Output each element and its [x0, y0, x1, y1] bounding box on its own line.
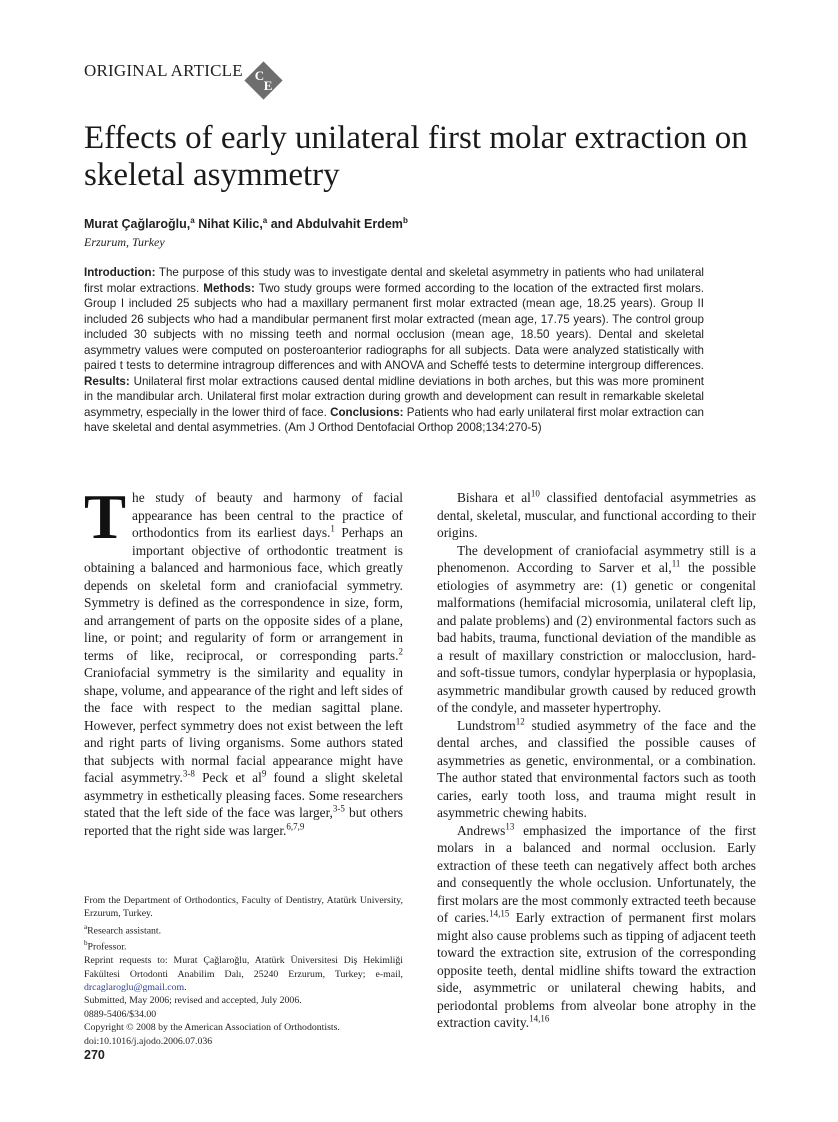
abstract-results-label: Results:	[84, 374, 130, 388]
body-paragraph	[84, 482, 403, 839]
body-paragraph	[437, 542, 756, 717]
abstract-conclusions-text: Patients who had early unilateral first molar extraction can have skeletal and dental asymmetries. (Am J Orthod Dentofacial Orthop 2008;134:270-5)	[84, 405, 704, 434]
body-paragraph	[437, 822, 756, 1032]
footnote-mark: b	[84, 939, 88, 948]
citation-ref[interactable]: 2	[398, 646, 403, 657]
footnote-copyright: Copyright © 2008 by the American Association of Orthodontists.	[84, 1022, 340, 1034]
page-number: 270	[84, 1048, 105, 1062]
paragraph-text: Perhaps an important objective of orthodontic treatment is obtaining a balanced and harmonious face, which greatly depends on skeletal form and craniofacial symmetry. Symmetry is defined as the correspondence in size, form, and arrangement of parts on the opposite sides of a plane, line, or point; and regularity of form or arrangement in terms of like, reciprocal, or corresponding parts.	[84, 525, 403, 663]
citation-ref[interactable]: 13	[505, 821, 515, 832]
citation-ref[interactable]: 11	[671, 558, 681, 569]
body-paragraph	[437, 489, 756, 542]
footnote-a	[84, 921, 403, 938]
citation-ref[interactable]: 14,15	[489, 908, 510, 919]
author-location: Erzurum, Turkey	[84, 235, 165, 249]
email-link[interactable]: drcaglaroglu@gmail.com	[84, 981, 185, 993]
article-title: Effects of early unilateral first molar extraction on skeletal asymmetry	[84, 120, 748, 193]
footnote-issn: 0889-5406/$34.00	[84, 1008, 157, 1020]
citation-ref[interactable]: 3-8	[182, 768, 195, 779]
footnote-reprint	[84, 954, 403, 994]
author-name: and Abdulvahit Erdem	[270, 217, 403, 232]
abstract	[84, 265, 704, 436]
abstract-intro-text: The purpose of this study was to investigate dental and skeletal asymmetry in patients who had unilateral first molar extractions.	[84, 266, 704, 295]
paragraph-text: he study of beauty and harmony of facial appearance has been central to the practice of orthodontics from its earliest days.	[132, 490, 403, 540]
ce-letter-c: C	[254, 68, 265, 83]
footnote-submitted: Submitted, May 2006; revised and accepted, July 2006.	[84, 995, 302, 1007]
ce-badge-icon	[245, 62, 283, 100]
abstract-conclusions-label: Conclusions:	[330, 405, 404, 419]
article-header	[84, 58, 283, 100]
citation-ref[interactable]: 3-5	[332, 803, 345, 814]
body-column-left	[84, 482, 403, 839]
footnotes	[84, 894, 403, 1048]
author-affiliation-mark: b	[402, 216, 408, 225]
paragraph-text: emphasized the importance of the first molars in a balanced and normal occlusion. Early extraction of these teeth can negatively affect both arches and consequently the whole occlusion. Unfortunately, the first molars are the most commonly extracted teeth because of caries.	[437, 822, 756, 925]
footnote-department: From the Department of Orthodontics, Faculty of Dentistry, Atatürk University, Erzurum, Turkey.	[84, 895, 403, 920]
drop-cap: T	[84, 482, 127, 552]
footnote-mark: a	[84, 922, 88, 931]
footnote-text: Professor.	[87, 941, 127, 953]
author-name: Nihat Kilic,	[198, 217, 263, 232]
abstract-results-text: Unilateral first molar extractions caused dental midline deviations in both arches, but this was more prominent in the mandibular arch. Unilateral first molar extraction during growth and development can result in remarkable skeletal asymmetry, especially in the lower third of face.	[84, 374, 704, 419]
paragraph-text: Peck et al	[194, 770, 262, 785]
citation-ref[interactable]: 12	[515, 716, 525, 727]
author-affiliation-mark: a	[262, 216, 268, 225]
author-name: Murat Çağlaroğlu,	[84, 217, 191, 232]
citation-ref[interactable]: 14,16	[529, 1013, 550, 1024]
footnote-b	[84, 937, 403, 954]
author-list	[84, 216, 408, 231]
body-column-right	[437, 489, 756, 1032]
footnote-text: .	[184, 981, 187, 993]
citation-ref[interactable]: 10	[530, 488, 540, 499]
paragraph-text: the possible etiologies of asymmetry are: (1) genetic or congenital malformations (hemifacial microsomia, unilateral cleft lip, and palate problems) and (2) environmental factors such as bad habits, trauma, functional deviation of the mandible as a result of maxillary constriction or malocclusion, hard- and soft-tissue tumors, condylar hyperplasia or hypoplasia, asymmetric mandibular growth caused by reduced growth of the condyle, and masseter hypertrophy.	[437, 560, 756, 715]
paragraph-text: Bishara et al	[457, 490, 531, 505]
footnote-doi: doi:10.1016/j.ajodo.2006.07.036	[84, 1035, 213, 1047]
paragraph-text: found a slight skeletal asymmetry in esthetically pleasing faces. Some researchers stated that the left side of the face was larger,	[84, 770, 403, 820]
paragraph-text: Craniofacial symmetry is the similarity and equality in shape, volume, and appearance of the right and left sides of the face with respect to the median sagittal plane. However, perfect symmetry does not exist between the left and right parts of living organisms. Some authors stated that subjects with normal facial appearance might have facial asymmetry.	[84, 665, 403, 785]
ce-letter-e: E	[263, 78, 273, 93]
paragraph-text: Andrews	[457, 822, 506, 838]
citation-ref[interactable]: 1	[330, 523, 335, 534]
paragraph-text: The development of craniofacial asymmetry still is a phenomenon. According to Sarver et al,	[437, 542, 756, 575]
body-paragraph	[437, 717, 756, 822]
abstract-methods-text: Two study groups were formed according to the location of the extracted first molars. Group I included 25 subjects who had a maxillary permanent first molar extracted (mean age, 18.25 years). Group II included 26 subjects who had a mandibular permanent first molar extracted (mean age, 17.75 years). The control group included 30 subjects with no missing teeth and normal occlusion (mean age, 18.50 years). Dental and skeletal asymmetry values were computed on posteroanterior radiographs for all subjects. Data were analyzed statistically with paired t tests to determine intragroup differences and with ANOVA and Scheffé tests to determine intergroup differences.	[84, 281, 704, 372]
paragraph-text: but others reported that the right side was larger.	[84, 805, 403, 838]
paragraph-text: classified dentofacial asymmetries as dental, skeletal, muscular, and functional according to their origins.	[437, 490, 756, 540]
paragraph-text: studied asymmetry of the face and the dental arches, and classified the possible causes of asymmetries as genetic, environmental, or a combination. The author stated that environmental factors such as tooth caries, early tooth loss, and trauma might result in asymmetric chewing habits.	[437, 717, 756, 820]
paragraph-text: Early extraction of permanent first molars might also cause problems such as tipping of adjacent teeth toward the extraction site, extrusion of the corresponding opposite teeth, dental midline shifts toward the extraction side, asymmetric or unilateral chewing habits, and periodontal problems from alveolar bone atrophy in the extraction cavity.	[437, 910, 756, 1030]
author-affiliation-mark: a	[190, 216, 195, 225]
paragraph-text: Lundstrom	[457, 717, 516, 733]
article-type-label: ORIGINAL ARTICLE	[84, 61, 243, 80]
footnote-text: Research assistant.	[87, 925, 162, 937]
citation-ref[interactable]: 6,7,9	[286, 821, 305, 832]
footnote-text: Reprint requests to: Murat Çağlaroğlu, Atatürk Üniversitesi Diş Hekimliği Fakültesi Ortodonti Anabilim Dalı, 25240 Erzurum, Turkey; e-mail,	[84, 955, 403, 980]
abstract-intro-label: Introduction:	[84, 266, 156, 279]
abstract-methods-label: Methods:	[203, 281, 255, 295]
citation-ref[interactable]: 9	[261, 768, 267, 779]
